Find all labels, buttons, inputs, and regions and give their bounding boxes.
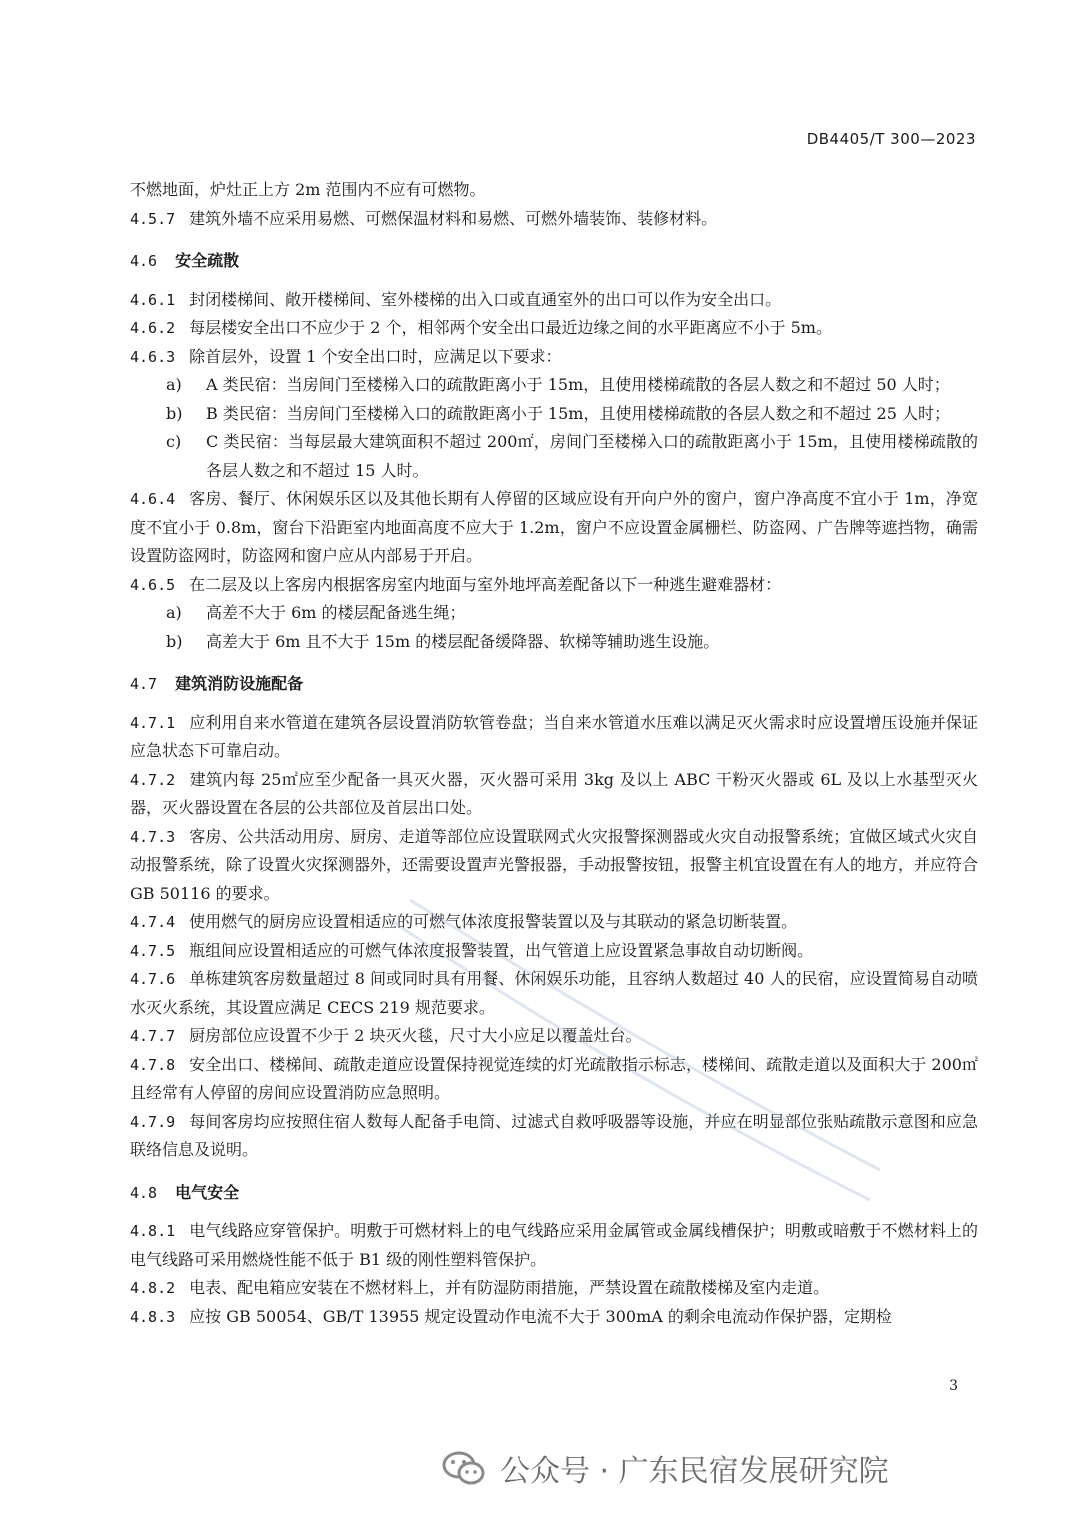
clause-number: 4.6.4 <box>130 490 176 508</box>
section-heading <box>130 247 978 276</box>
list-item <box>130 428 978 485</box>
clause-number: 4.7.7 <box>130 1027 176 1045</box>
list-item-text: 高差大于 6m 且不大于 15m 的楼层配备缓降器、软梯等辅助逃生设施。 <box>206 631 720 651</box>
section-number: 4.8 <box>130 1183 158 1202</box>
clause-paragraph <box>130 286 978 315</box>
clause-number: 4.5.7 <box>130 209 176 228</box>
section-number: 4.6 <box>130 252 158 270</box>
clause-number: 4.7.9 <box>130 1112 176 1131</box>
list-item-text: C 类民宿：当每层最大建筑面积不超过 200㎡，房间门至楼梯入口的疏散距离小于 15m，且使用楼梯疏散的各层人数之和不超过 15 人时。 <box>206 432 978 480</box>
clause-text: 应利用自来水管道在建筑各层设置消防软管卷盘；当自来水管道水压难以满足灭火需求时应设置增压设施并保证应急状态下可靠启动。 <box>130 712 978 760</box>
clause-number: 4.6.3 <box>130 347 176 366</box>
clause-number: 4.7.4 <box>130 913 176 931</box>
clause-number: 4.8.1 <box>130 1222 176 1240</box>
list-item-text: 高差不大于 6m 的楼层配备逃生绳； <box>206 603 466 622</box>
clause-number: 4.7.3 <box>130 827 176 846</box>
clause-paragraph <box>130 571 978 600</box>
clause-paragraph <box>130 1022 978 1051</box>
list-item <box>130 599 978 628</box>
clause-paragraph <box>130 1051 978 1108</box>
clause-paragraph <box>130 485 978 571</box>
clause-text: 厨房部位应设置不少于 2 块灭火毯，尺寸大小应足以覆盖灶台。 <box>189 1026 642 1045</box>
clause-number: 4.6.1 <box>130 290 176 309</box>
clause-number: 4.7.8 <box>130 1055 176 1074</box>
clause-paragraph <box>130 343 978 372</box>
clause-number: 4.7.2 <box>130 770 176 789</box>
clause-number: 4.6.5 <box>130 575 176 594</box>
section-heading <box>130 670 978 699</box>
clause-number: 4.8.3 <box>130 1307 176 1326</box>
list-marker: a) <box>166 603 182 622</box>
clause-text: 建筑外墙不应采用易燃、可燃保温材料和易燃、可燃外墙装饰、装修材料。 <box>189 208 718 228</box>
list-marker: b) <box>166 403 183 423</box>
document-id: DB4405/T 300—2023 <box>806 130 976 148</box>
clause-paragraph <box>130 176 978 205</box>
clause-text: 每层楼安全出口不应少于 2 个，相邻两个安全出口最近边缘之间的水平距离应不小于 5m。 <box>189 318 832 337</box>
section-title: 安全疏散 <box>175 251 240 270</box>
footer-text: 公众号 · 广东民宿发展研究院 <box>500 1454 889 1489</box>
clause-paragraph <box>130 937 978 966</box>
clause-text: 每间客房均应按照住宿人数每人配备手电筒、过滤式自救呼吸器等设施，并应在明显部位张贴疏散示意图和应急联络信息及说明。 <box>130 1111 978 1159</box>
clause-text: 瓶组间应设置相适应的可燃气体浓度报警装置，出气管道上应设置紧急事故自动切断阀。 <box>189 940 814 960</box>
clause-text: 单栋建筑客房数量超过 8 间或同时具有用餐、休闲娱乐功能，且容纳人数超过 40 人的民宿，应设置简易自动喷水灭火系统，其设置应满足 CECS 219 规范要求。 <box>130 969 978 1017</box>
section-heading <box>130 1179 978 1208</box>
section-title: 电气安全 <box>175 1182 240 1202</box>
clause-number: 4.6.2 <box>130 319 176 337</box>
list-item <box>130 628 978 657</box>
list-marker: c) <box>166 432 182 451</box>
clause-text: 建筑内每 25㎡应至少配备一具灭火器，灭火器可采用 3kg 及以上 ABC 干粉灭火器或 6L 及以上水基型灭火器，灭火器设置在各层的公共部位及首层出口处。 <box>130 769 978 817</box>
clause-paragraph <box>130 766 978 823</box>
clause-text: 客房、餐厅、休闲娱乐区以及其他长期有人停留的区域应设有开向户外的窗户，窗户净高度不宜小于 1m，净宽度不宜小于 0.8m，窗台下沿距室内地面高度不应大于 1.2m，窗户不应设置金属栅栏、防盗网、广告牌等遮挡物，确需设置防盗网时，防盗网和窗户应从内部易于开启。 <box>130 489 978 565</box>
clause-text: 使用燃气的厨房应设置相适应的可燃气体浓度报警装置以及与其联动的紧急切断装置。 <box>189 912 798 931</box>
clause-number: 4.7.1 <box>130 713 176 732</box>
list-item <box>130 400 978 429</box>
clause-text: 封闭楼梯间、敞开楼梯间、室外楼梯的出入口或直通室外的出口可以作为安全出口。 <box>189 289 782 309</box>
clause-text: 电气线路应穿管保护。明敷于可燃材料上的电气线路应采用金属管或金属线槽保护；明敷或暗敷于不燃材料上的电气线路可采用燃烧性能不低于 B1 级的刚性塑料管保护。 <box>130 1221 978 1269</box>
clause-paragraph <box>130 709 978 766</box>
clause-paragraph <box>130 1274 978 1303</box>
footer-account[interactable] <box>440 1446 889 1490</box>
section-title: 建筑消防设施配备 <box>175 674 304 693</box>
page-number: 3 <box>949 1378 958 1394</box>
clause-text: 客房、公共活动用房、厨房、走道等部位应设置联网式火灾报警探测器或火灾自动报警系统；宜做区域式火灾自动报警系统，除了设置火灾探测器外，还需要设置声光警报器，手动报警按钮，报警主机宜设置在有人的地方，并应符合 GB 50116 的要求。 <box>130 826 979 903</box>
clause-text: 电表、配电箱应安装在不燃材料上，并有防湿防雨措施，严禁设置在疏散楼梯及室内走道。 <box>189 1278 830 1297</box>
clause-text: 除首层外，设置 1 个安全出口时，应满足以下要求： <box>189 346 562 366</box>
clause-paragraph <box>130 965 978 1022</box>
clause-paragraph <box>130 205 978 234</box>
clause-number: 4.7.5 <box>130 941 176 960</box>
clause-paragraph <box>130 823 978 909</box>
wechat-icon <box>440 1448 488 1488</box>
clause-number: 4.7.6 <box>130 970 176 988</box>
clause-text: 不燃地面，炉灶正上方 2m 范围内不应有可燃物。 <box>130 180 486 199</box>
clause-text: 安全出口、楼梯间、疏散走道应设置保持视觉连续的灯光疏散指示标志，楼梯间、疏散走道以及面积大于 200㎡且经常有人停留的房间应设置消防应急照明。 <box>130 1054 978 1102</box>
clause-text: 应按 GB 50054、GB/T 13955 规定设置动作电流不大于 300mA 的剩余电流动作保护器，定期检 <box>189 1306 892 1326</box>
document-body <box>130 176 978 1331</box>
clause-text: 在二层及以上客房内根据客房室内地面与室外地坪高差配备以下一种逃生避难器材： <box>189 574 782 594</box>
list-item-text: B 类民宿：当房间门至楼梯入口的疏散距离小于 15m，且使用楼梯疏散的各层人数之和不超过 25 人时； <box>206 403 950 423</box>
clause-paragraph <box>130 1303 978 1332</box>
list-marker: a) <box>166 375 182 394</box>
clause-paragraph <box>130 1108 978 1165</box>
list-marker: b) <box>166 631 183 651</box>
clause-paragraph <box>130 1217 978 1274</box>
section-number: 4.7 <box>130 675 158 693</box>
clause-paragraph <box>130 314 978 343</box>
list-item-text: A 类民宿：当房间门至楼梯入口的疏散距离小于 15m，且使用楼梯疏散的各层人数之和不超过 50 人时； <box>206 375 950 394</box>
list-item <box>130 371 978 400</box>
clause-paragraph <box>130 908 978 937</box>
clause-number: 4.8.2 <box>130 1279 176 1297</box>
